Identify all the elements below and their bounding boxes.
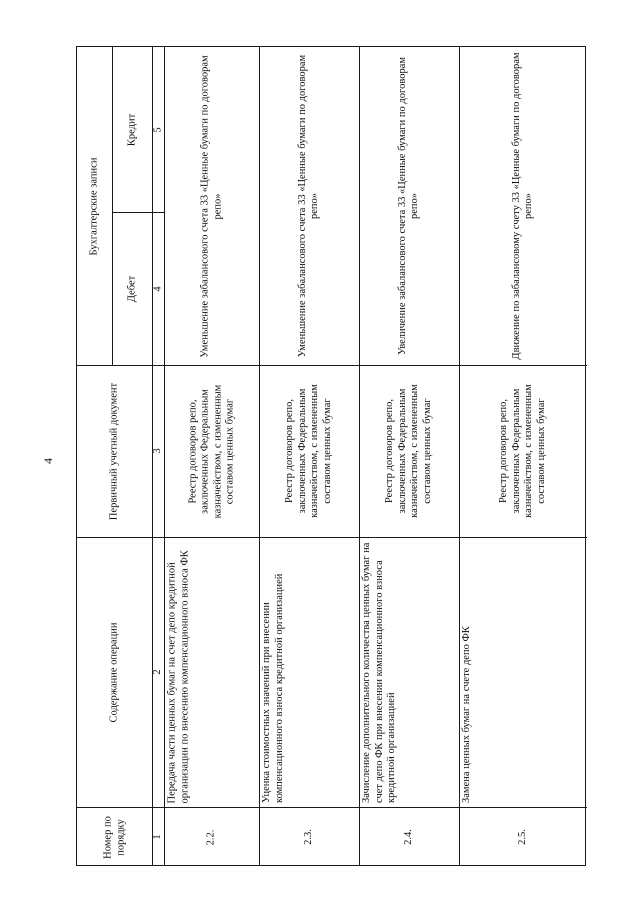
accounting-table [76,46,586,866]
header-document-text: Первичный учетный документ [108,382,120,520]
row-document-text: Реестр договоров репо, заключенных Федеральным казначейством, с измененным составом ценных бумаг [498,384,547,518]
row-entry-text: Уменьшение забалансового счета 33 «Ценные бумаги по договорам репо» [296,54,320,358]
row-operation-text: Передача части ценных бумаг на счет депо кредитной организации по внесению компенсационного взноса ФК [166,549,190,803]
row-entry [459,47,587,365]
row-entry-text: Увеличение забалансового счета 33 «Ценные бумаги по договорам репо» [396,56,420,356]
row-number-text: 2.4. [402,829,414,845]
colnum-1 [152,807,164,867]
row-document [164,365,259,537]
colnum-3-text: 3 [151,448,163,454]
row-document [459,365,587,537]
row-number [359,807,459,867]
row-operation-text: Уценка стоимостных значений при внесении компенсационного взноса кредитной организацией [261,573,285,803]
table-rule [152,212,164,213]
colnum-4 [152,212,164,365]
row-entry [164,47,259,365]
row-operation [459,537,587,807]
header-operation-text: Содержание операции [108,622,120,722]
row-document-text: Реестр договоров репо, заключенных Федеральным казначейством, с измененным составом ценных бумаг [284,384,333,518]
row-number [459,807,587,867]
row-operation [164,537,259,807]
header-number-text: Номер по порядку [102,815,126,859]
colnum-2-text: 2 [151,669,163,675]
row-operation-text: Зачисление дополнительного количества ценных бумаг на счет депо ФК при внесении компенсационного взноса кредитной организацией [361,542,397,803]
header-debit-text: Дебет [125,275,137,302]
header-debit [112,212,152,365]
colnum-5-text: 5 [151,126,163,133]
header-operation [77,537,152,807]
row-document [359,365,459,537]
colnum-3 [152,365,164,537]
row-entry [359,47,459,365]
row-number [164,807,259,867]
header-entries-text: Бухгалтерские записи [88,157,100,255]
row-number-text: 2.5. [516,829,528,845]
row-document-text: Реестр договоров репо, заключенных Федеральным казначейством, с измененным составом ценных бумаг [384,384,433,518]
row-number-text: 2.3. [302,829,314,845]
row-document [259,365,359,537]
colnum-2 [152,537,164,807]
header-credit [112,47,152,212]
row-operation-text: Замена ценных бумаг на счете депо ФК [461,626,472,803]
row-entry-text: Движение по забалансовому счету 33 «Ценные бумаги по договорам репо» [510,52,534,360]
row-operation [359,537,459,807]
header-entries [77,47,112,365]
row-number-text: 2.2. [205,829,217,845]
row-number [259,807,359,867]
row-operation [259,537,359,807]
colnum-1-text: 1 [151,834,163,840]
row-entry-text: Уменьшение забалансового счета 33 «Ценные бумаги по договорам репо» [199,54,223,358]
row-document-text: Реестр договоров репо, заключенных Федеральным казначейством, с измененным составом ценных бумаг [186,384,235,518]
colnum-5 [152,47,164,212]
header-document [77,365,152,537]
row-entry [259,47,359,365]
header-number [77,807,152,867]
colnum-4-text: 4 [151,285,163,292]
page-number: 4 [41,458,55,464]
header-credit-text: Кредит [125,113,137,146]
